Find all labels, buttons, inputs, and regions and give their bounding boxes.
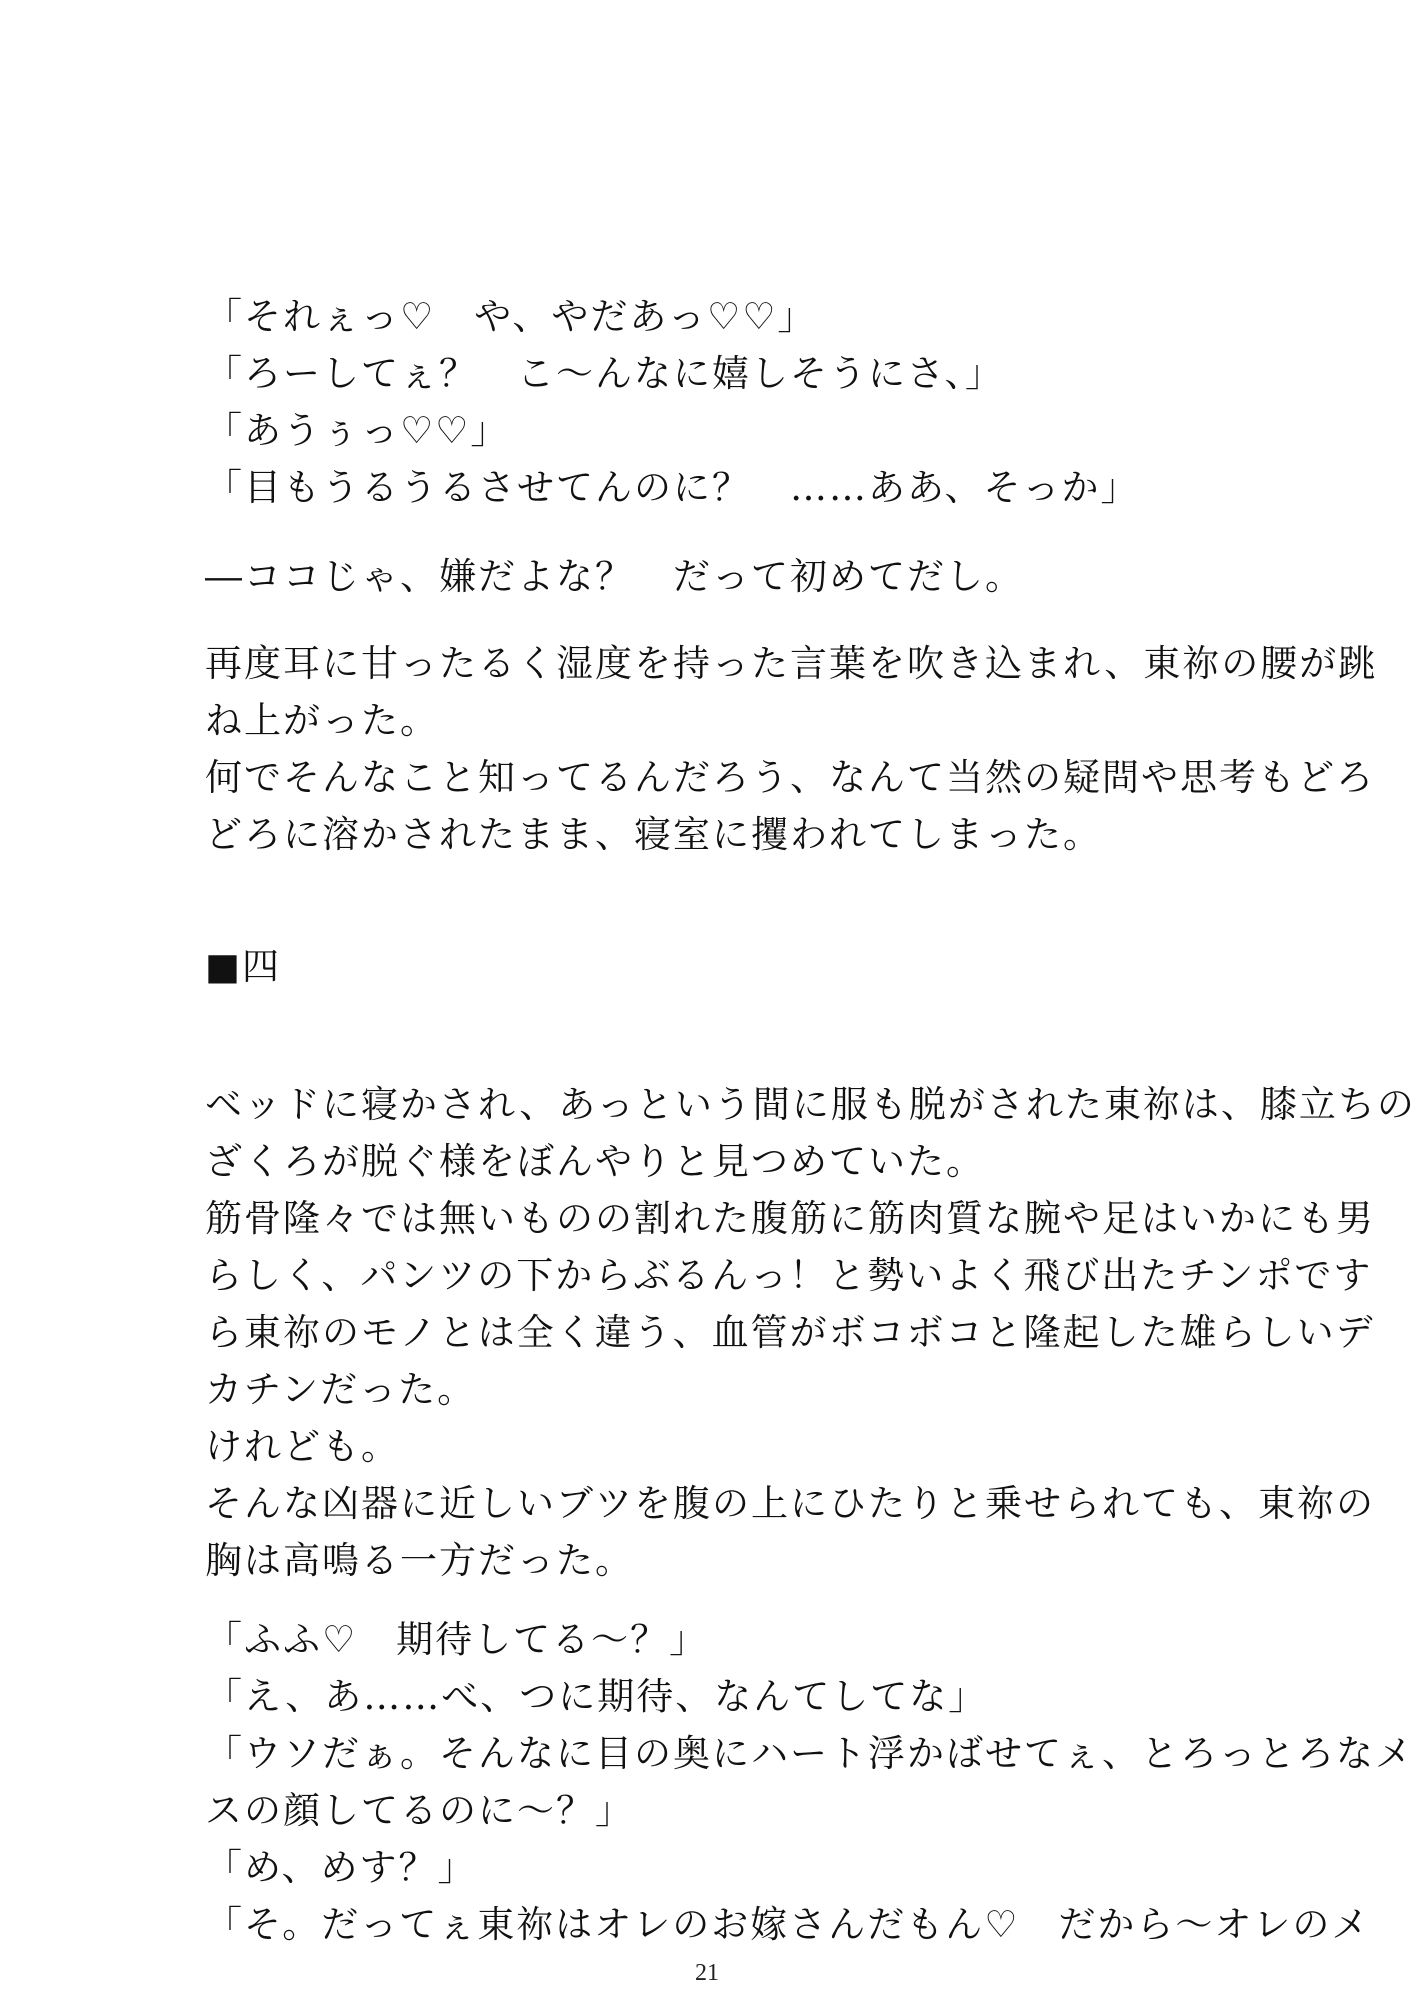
dialogue-line: 「ウソだぁ。そんなに目の奥にハート浮かばせてぇ、とろっとろなメ bbox=[205, 1732, 1414, 1775]
paragraph-line: ベッドに寝かされ、あっという間に服も脱がされた東祢は、膝立ちの bbox=[205, 1083, 1416, 1126]
paragraph-line: 何でそんなこと知ってるんだろう、なんて当然の疑問や思考もどろ bbox=[205, 756, 1375, 799]
paragraph-line: カチンだった。 bbox=[205, 1368, 477, 1411]
dialogue-line: スの顔してるのに～？」 bbox=[205, 1789, 634, 1832]
dialogue-line: 「ろーしてぇ？ こ～んなに嬉しそうにさ、」 bbox=[205, 352, 1005, 395]
dialogue-line: 「そ。だってぇ東祢はオレのお嫁さんだもん♡ だから～オレのメ bbox=[205, 1903, 1371, 1946]
dialogue-line: 「あうぅっ♡♡」 bbox=[205, 409, 510, 452]
paragraph-line: ね上がった。 bbox=[205, 699, 439, 742]
section-heading: ■四 bbox=[205, 945, 281, 988]
dialogue-line: 「め、めす？」 bbox=[205, 1846, 477, 1889]
dialogue-line: 「目もうるうるさせてんのに？ ……ああ、そっか」 bbox=[205, 466, 1140, 509]
paragraph-line: 再度耳に甘ったるく湿度を持った言葉を吹き込まれ、東祢の腰が跳 bbox=[205, 642, 1378, 685]
dialogue-line: 「ふふ♡ 期待してる～？」 bbox=[205, 1618, 709, 1661]
paragraph-line: そんな凶器に近しいブツを腹の上にひたりと乗せられても、東祢の bbox=[205, 1482, 1375, 1525]
paragraph-line: けれども。 bbox=[205, 1425, 400, 1468]
paragraph-line: どろに溶かされたまま、寝室に攫われてしまった。 bbox=[205, 813, 1102, 856]
paragraph-line: ら東祢のモノとは全く違う、血管がボコボコと隆起した雄らしいデ bbox=[205, 1311, 1375, 1354]
dialogue-line: 「え、あ……べ、つに期待、なんてしてな」 bbox=[205, 1675, 988, 1718]
narration-line: ―ココじゃ、嫌だよな？ だって初めてだし。 bbox=[205, 555, 1024, 598]
paragraph-line: 胸は高鳴る一方だった。 bbox=[205, 1539, 634, 1582]
paragraph-line: らしく、パンツの下からぶるんっ！と勢いよく飛び出たチンポです bbox=[205, 1254, 1373, 1297]
page-number: 21 bbox=[695, 1960, 719, 1986]
dialogue-line: 「それぇっ♡ や、やだあっ♡♡」 bbox=[205, 295, 817, 338]
paragraph-line: ざくろが脱ぐ様をぼんやりと見つめていた。 bbox=[205, 1140, 985, 1183]
paragraph-line: 筋骨隆々では無いものの割れた腹筋に筋肉質な腕や足はいかにも男 bbox=[205, 1197, 1375, 1240]
